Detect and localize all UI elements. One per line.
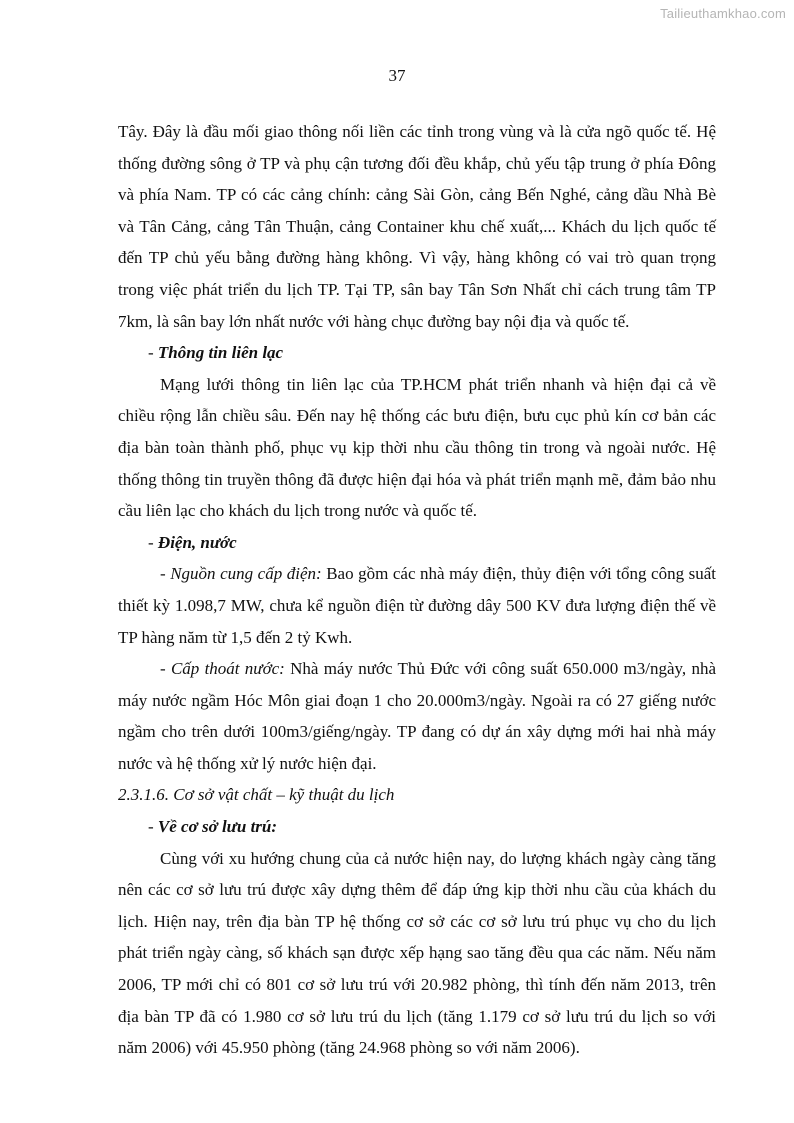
paragraph-text: Bao gồm các nhà máy điện, thủy điện với tổng công suất thiết kỳ 1.098,7 MW, chưa kể nguồn điện từ đường dây 500 KV đưa lượng điện thế về TP hàng năm từ 1,5 đến 2 tỷ Kwh. [118, 564, 716, 647]
document-body [118, 116, 716, 1064]
lead-label: - Nguồn cung cấp điện: [160, 564, 322, 584]
bullet-dash: - [148, 343, 158, 363]
bullet-dash: - [148, 532, 158, 552]
paragraph-transport: Tây. Đây là đầu mối giao thông nối liền các tỉnh trong vùng và là cửa ngõ quốc tế. Hệ thống đường sông ở TP và phụ cận tương đối đều khắp, chủ yếu tập trung ở phía Đông và phía Nam. TP có các cảng chính: cảng Sài Gòn, cảng Bến Nghé, cảng dầu Nhà Bè và Tân Cảng, cảng Tân Thuận, cảng Container khu chế xuất,... Khách du lịch quốc tế đến TP chủ yếu bằng đường hàng không. Vì vậy, hàng không có vai trò quan trọng trong việc phát triển du lịch TP. Tại TP, sân bay Tân Sơn Nhất chỉ cách trung tâm TP 7km, là sân bay lớn nhất nước với hàng chục đường bay nội địa và quốc tế. [118, 122, 716, 331]
paragraph-accommodation: Cùng với xu hướng chung của cả nước hiện nay, do lượng khách ngày càng tăng nên các cơ sở lưu trú được xây dựng thêm để đáp ứng kịp thời nhu cầu của khách du lịch. Hiện nay, trên địa bàn TP hệ thống cơ sở các cơ sở lưu trú phục vụ cho du lịch phát triển ngày càng, số khách sạn được xếp hạng sao tăng đều qua các năm. Nếu năm 2006, TP mới chỉ có 801 cơ sở lưu trú với 20.982 phòng, thì tính đến năm 2013, trên địa bàn TP đã có 1.980 cơ sở lưu trú du lịch (tăng 1.179 cơ sở lưu trú du lịch so với năm 2006) với 45.950 phòng (tăng 24.968 phòng so với năm 2006). [118, 848, 716, 1058]
bullet-dash: - [148, 817, 158, 837]
heading-text: Về cơ sở lưu trú: [157, 817, 278, 837]
watermark: Tailieuthamkhao.com [660, 6, 786, 21]
paragraph-power-supply [118, 558, 716, 653]
lead-label: - Cấp thoát nước: [160, 659, 285, 679]
section-heading: 2.3.1.6. Cơ sở vật chất – kỹ thuật du lịch [118, 785, 395, 805]
paragraph-text: Nhà máy nước Thủ Đức với công suất 650.000 m3/ngày, nhà máy nước ngầm Hóc Môn giai đoạn 1 cho 20.000m3/ngày. Ngoài ra có 27 giếng nước ngầm cho trên dưới 100m3/giếng/ngày. TP đang có dự án xây dựng mới hai nhà máy nước và hệ thống xử lý nước hiện đại. [118, 659, 717, 773]
heading-accommodation [118, 811, 716, 843]
paragraph-water-supply [118, 653, 716, 779]
heading-communication [118, 337, 716, 369]
heading-text: Điện, nước [157, 532, 237, 552]
heading-text: Thông tin liên lạc [157, 343, 284, 363]
paragraph-communication: Mạng lưới thông tin liên lạc của TP.HCM phát triển nhanh và hiện đại cả về chiều rộng lẫn chiều sâu. Đến nay hệ thống các bưu điện, bưu cục phủ kín cơ bản các địa bàn toàn thành phố, phục vụ kịp thời nhu cầu thông tin trong và ngoài nước. Hệ thống thông tin truyền thông đã được hiện đại hóa và phát triển mạnh mẽ, đảm bảo nhu cầu liên lạc cho khách du lịch trong nước và quốc tế. [118, 374, 716, 521]
heading-power-water [118, 527, 716, 559]
page-number: 37 [388, 66, 406, 85]
